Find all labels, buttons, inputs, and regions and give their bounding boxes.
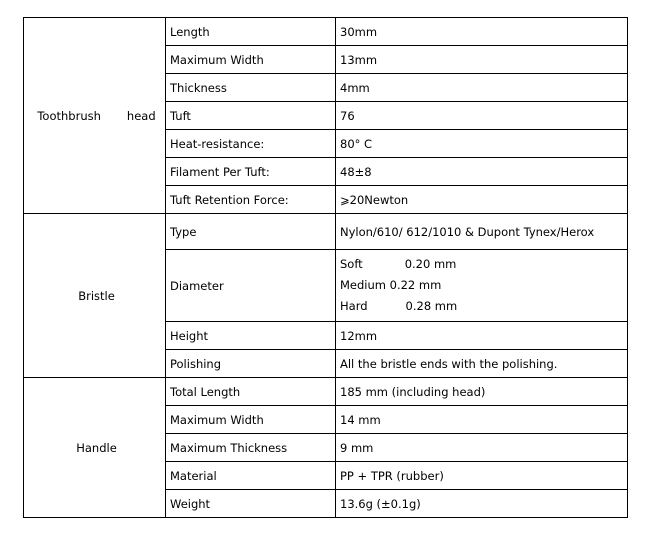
spec-label: Type [166, 214, 336, 250]
spec-label: Total Length [166, 378, 336, 406]
spec-label: Length [166, 18, 336, 46]
spec-label: Tuft [166, 102, 336, 130]
group-handle: Handle [24, 378, 166, 518]
spec-label: Polishing [166, 350, 336, 378]
spec-value: 80° C [336, 130, 628, 158]
diameter-option: Medium 0.22 mm [340, 278, 442, 292]
spec-value: 185 mm (including head) [336, 378, 628, 406]
group-label-head-word2: head [126, 108, 156, 123]
group-label-head-word1: Toothbrush [37, 108, 101, 123]
spec-label: Height [166, 322, 336, 350]
spec-label: Filament Per Tuft: [166, 158, 336, 186]
diameter-option: Soft 0.20 mm [340, 257, 457, 271]
spec-value: 48±8 [336, 158, 628, 186]
spec-value: PP + TPR (rubber) [336, 462, 628, 490]
spec-label: Heat-resistance: [166, 130, 336, 158]
spec-label: Maximum Thickness [166, 434, 336, 462]
spec-value: 12mm [336, 322, 628, 350]
group-toothbrush-head [24, 18, 166, 214]
spec-label: Weight [166, 490, 336, 518]
spec-value: 13.6g (±0.1g) [336, 490, 628, 518]
diameter-values [336, 250, 628, 322]
diameter-option: Hard 0.28 mm [340, 299, 458, 313]
table-row [24, 18, 628, 46]
spec-value: ⩾20Newton [336, 186, 628, 214]
table-row [24, 378, 628, 406]
spec-label: Maximum Width [166, 46, 336, 74]
spec-label: Material [166, 462, 336, 490]
spec-label: Diameter [166, 250, 336, 322]
spec-value: 30mm [336, 18, 628, 46]
group-bristle: Bristle [24, 214, 166, 378]
spec-table [23, 17, 628, 518]
spec-value: Nylon/610/ 612/1010 & Dupont Tynex/Herox [336, 214, 628, 250]
spec-label: Tuft Retention Force: [166, 186, 336, 214]
spec-value: 4mm [336, 74, 628, 102]
spec-label: Thickness [166, 74, 336, 102]
spec-value: 14 mm [336, 406, 628, 434]
table-row [24, 214, 628, 250]
spec-value: 76 [336, 102, 628, 130]
spec-value: 9 mm [336, 434, 628, 462]
spec-value: All the bristle ends with the polishing. [336, 350, 628, 378]
spec-value: 13mm [336, 46, 628, 74]
spec-label: Maximum Width [166, 406, 336, 434]
